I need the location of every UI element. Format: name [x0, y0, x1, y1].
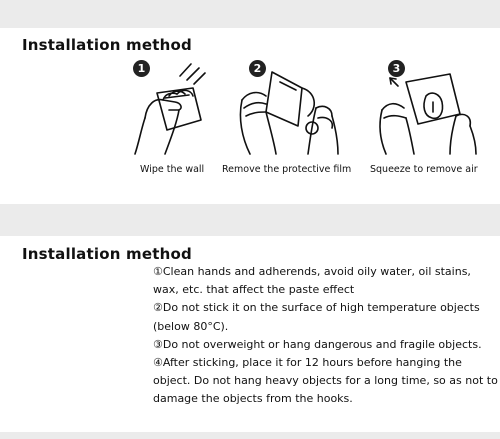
step-3-caption: Squeeze to remove air [370, 164, 478, 175]
note-item: ①Clean hands and adherends, avoid oily water, oil stains, wax, etc. that affect the paste effect [153, 265, 471, 297]
step-2-caption: Remove the protective film [222, 164, 352, 175]
step-3-badge: 3 [388, 60, 405, 77]
step-2-illustration [220, 58, 360, 158]
wipe-wall-icon [105, 58, 225, 158]
bottom-band [0, 432, 500, 439]
notes-section-title: Installation method [22, 245, 192, 263]
middle-band [0, 204, 500, 236]
step-3-illustration [360, 58, 490, 158]
notes-list [153, 263, 498, 409]
note-item: ③Do not overweight or hang dangerous and fragile objects. [153, 337, 482, 351]
method-section-title: Installation method [22, 36, 192, 54]
note-item: ②Do not stick it on the surface of high temperature objects (below 80°C). [153, 301, 480, 333]
step-2-badge: 2 [249, 60, 266, 77]
remove-film-icon [220, 58, 360, 158]
note-item: ④After sticking, place it for 12 hours before hanging the object. Do not hang heavy objects for a long time, so as not to damage the objects from the hooks. [153, 356, 498, 406]
step-1-badge: 1 [133, 60, 150, 77]
squeeze-air-icon [360, 58, 490, 158]
top-band [0, 0, 500, 28]
step-1-caption: Wipe the wall [140, 164, 205, 175]
step-1-illustration [105, 58, 225, 158]
